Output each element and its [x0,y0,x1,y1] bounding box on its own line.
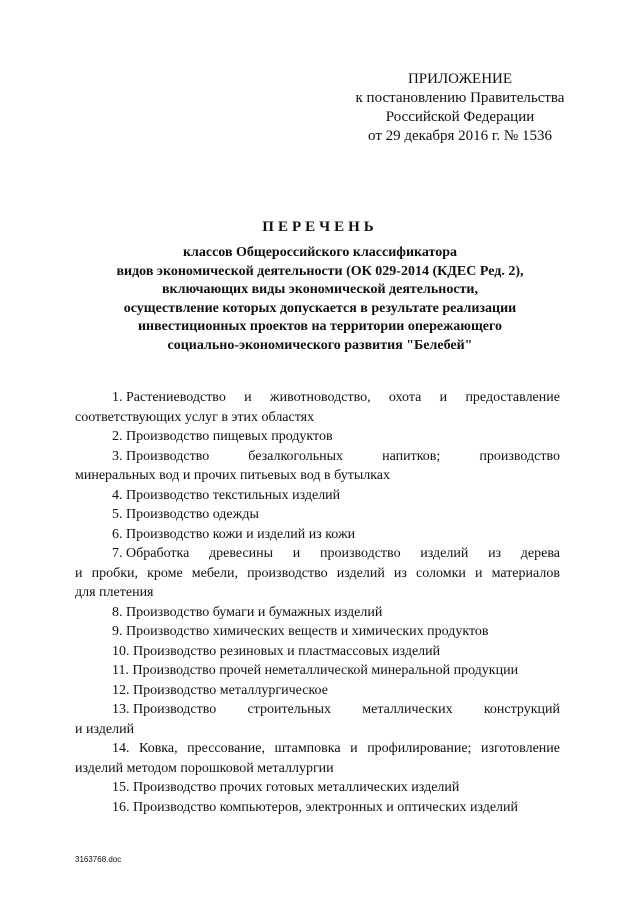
list-item-text: Ковка, [139,741,178,756]
list-item-text: прессование, [187,741,265,756]
document-subtitle [60,244,580,355]
list-item-line [75,544,560,564]
list-item-text: 10. Производство резиновых и пластмассовых изделий [112,643,441,659]
list-item-text: древесины [209,546,274,561]
list-item-text: и [439,390,448,405]
list-item-line [75,778,560,798]
list-item-text: и [292,546,301,561]
list-item-line [75,603,560,623]
list-item-line [75,700,560,720]
list-item-text: и [75,565,83,581]
list-item-text: 16. Производство компьютеров, электронных и оптических изделий [112,799,519,815]
list-item-text: 3. Производство [112,448,210,464]
appendix-government-line: Российской Федерации [385,109,535,125]
subtitle-line: инвестиционных проектов на территории опережающего [137,319,503,334]
list-item [75,447,560,486]
list-item-line [75,408,560,428]
appendix-date-line: от 29 декабря 2016 г. № 1536 [368,128,552,144]
list-item-line [75,564,560,584]
list-item-text: 7. Обработка [112,546,190,561]
document-title: ПЕРЕЧЕНЬ [262,219,378,235]
list-item-line [75,486,560,506]
list-item [75,525,560,545]
list-item-text: кроме [147,565,183,581]
list-item [75,486,560,506]
list-item [75,427,560,447]
subtitle-line: классов Общероссийского классификатора [182,245,458,260]
appendix-resolution-line: к постановлению Правительства [355,90,565,106]
list-item-text: металлических [362,702,453,717]
list-item-text: 11. Производство прочей неметаллической минеральной продукции [112,663,519,678]
list-item-line [75,466,560,486]
list-item-text: мебели, [191,565,238,581]
list-item-text: напитков; [382,448,441,464]
list-item-text: и [350,741,358,756]
list-item-text: 2. Производство пищевых продуктов [112,429,333,444]
list-item-text: из [488,546,502,561]
list-item [75,700,560,739]
list-item-text: 8. Производство бумаги и бумажных изделий [112,604,383,620]
list-item-text: материалов [491,565,560,581]
list-item [75,622,560,642]
list-item-text: соответствующих услуг в этих областях [75,409,315,425]
list-item [75,661,560,681]
list-item-text: производство [479,448,560,464]
list-item-line [75,427,560,447]
list-item-text: производство [319,546,401,561]
list-item-text: изделий [420,546,469,561]
list-item-line [75,447,560,467]
activity-list [75,388,560,817]
list-item [75,603,560,623]
list-item [75,642,560,662]
list-item-text: дерева [520,546,560,561]
list-item-text: 12. Производство металлургическое [112,682,328,698]
list-item-line [75,661,560,681]
appendix-title: ПРИЛОЖЕНИЕ [407,71,513,87]
list-item-text: профилирование; [367,741,472,756]
list-item [75,544,560,603]
list-item-line [75,681,560,701]
list-item-text: и изделий [75,721,135,737]
list-item-text: предоставление [465,390,560,405]
list-item-text: 5. Производство одежды [112,507,259,522]
list-item-line [75,388,560,408]
list-item-text: 13. Производство [112,702,217,717]
list-item-text: и [475,565,483,581]
list-item-text: животноводство, [269,390,371,405]
subtitle-line: осуществление которых допускается в результате реализации [123,300,517,316]
list-item [75,681,560,701]
list-item-text: 15. Производство прочих готовых металлических изделий [112,780,460,795]
subtitle-line: включающих виды экономической деятельности, [162,282,478,297]
list-item-text: изделий методом порошковой металлургии [75,760,334,776]
list-item-text: 9. Производство химических веществ и химических продуктов [112,624,489,639]
list-item-text: 6. Производство кожи и изделий из кожи [112,526,356,542]
subtitle-line: видов экономической деятельности (ОК 029-2014 (КДЕС Ред. 2), [116,263,524,279]
list-item [75,388,560,427]
list-item-text: для плетения [75,585,154,600]
list-item [75,505,560,525]
list-item-text: 14. [112,741,130,756]
list-item-text: из [393,565,407,581]
list-item-text: 4. Производство текстильных изделий [112,487,341,503]
list-item-text: штамповка [274,741,341,756]
list-item-text: безалкогольных [248,448,344,464]
list-item-text: минеральных вод и прочих питьевых вод в бутылках [75,468,391,483]
list-item-text: строительных [247,702,332,717]
list-item-text: пробки, [91,565,138,581]
subtitle-line: социально-экономического развития "Белебей" [167,337,473,353]
list-item-line [75,505,560,525]
list-item-text: соломки [416,565,466,581]
list-item-text: производство [247,565,328,581]
list-item-text: изготовление [481,741,560,756]
list-item-line [75,739,560,759]
list-item-line [75,525,560,545]
list-item-line [75,583,560,603]
list-item [75,739,560,778]
list-item [75,778,560,798]
list-item-text: охота [388,390,422,405]
list-item-line [75,798,560,818]
list-item-text: и [244,390,252,405]
list-item [75,798,560,818]
list-item-line [75,642,560,662]
list-item-line [75,622,560,642]
file-name-footer: 3163768.doc [75,855,122,864]
list-item-line [75,720,560,740]
list-item-text: 1. Растениеводство [112,390,226,405]
list-item-text: конструкций [483,702,560,717]
list-item-line [75,759,560,779]
appendix-header [330,70,590,146]
list-item-text: изделий [336,565,385,581]
